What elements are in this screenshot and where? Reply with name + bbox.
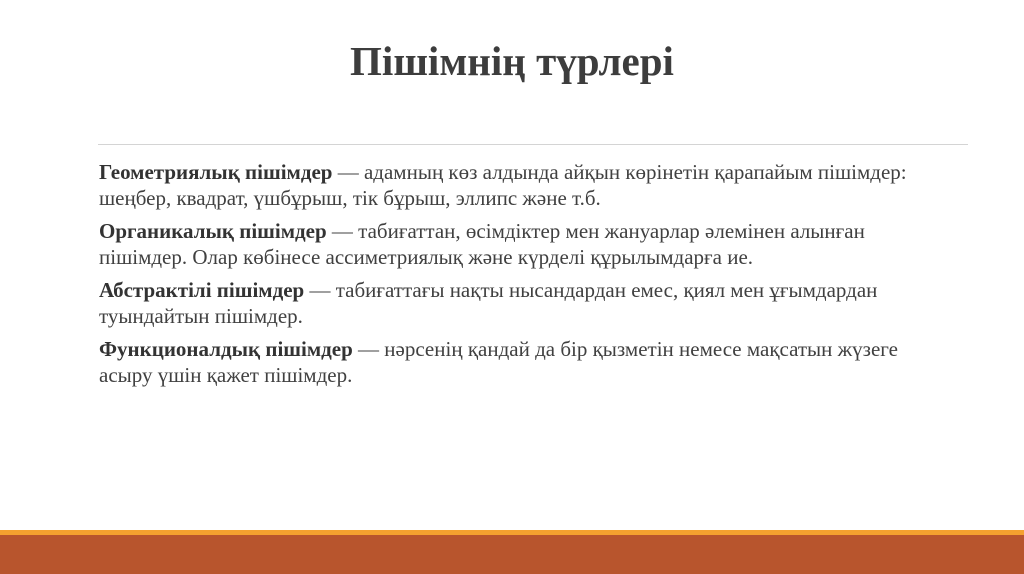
paragraph-functional [99,337,939,388]
paragraph-abstract [99,278,939,329]
title-divider [98,144,968,145]
paragraph-geometric [99,160,939,211]
term-organic: Органикалық пішімдер [99,219,327,243]
paragraph-organic [99,219,939,270]
definition-functional: — нәрсенің қандай да бір қызметін немесе мақсатын жүзеге асыру үшін қажет пішімдер. [99,337,898,387]
term-functional: Функционалдық пішімдер [99,337,353,361]
slide-title: Пішімнің түрлері [350,38,674,84]
term-abstract: Абстрактілі пішімдер [99,278,305,302]
footer-bar [0,535,1024,574]
slide-body [99,160,939,396]
term-geometric: Геометриялық пішімдер [99,160,333,184]
definition-organic: — табиғаттан, өсімдіктер мен жануарлар әлемінен алынған пішімдер. Олар көбінесе ассиметриялық және күрделі құрылымдарға ие. [99,219,865,269]
definition-geometric: — адамның көз алдында айқын көрінетін қарапайым пішімдер: шеңбер, квадрат, үшбұрыш, тік бұрыш, эллипс және т.б. [99,160,907,210]
definition-abstract: — табиғаттағы нақты нысандардан емес, қиял мен ұғымдардан туындайтын пішімдер. [99,278,878,328]
